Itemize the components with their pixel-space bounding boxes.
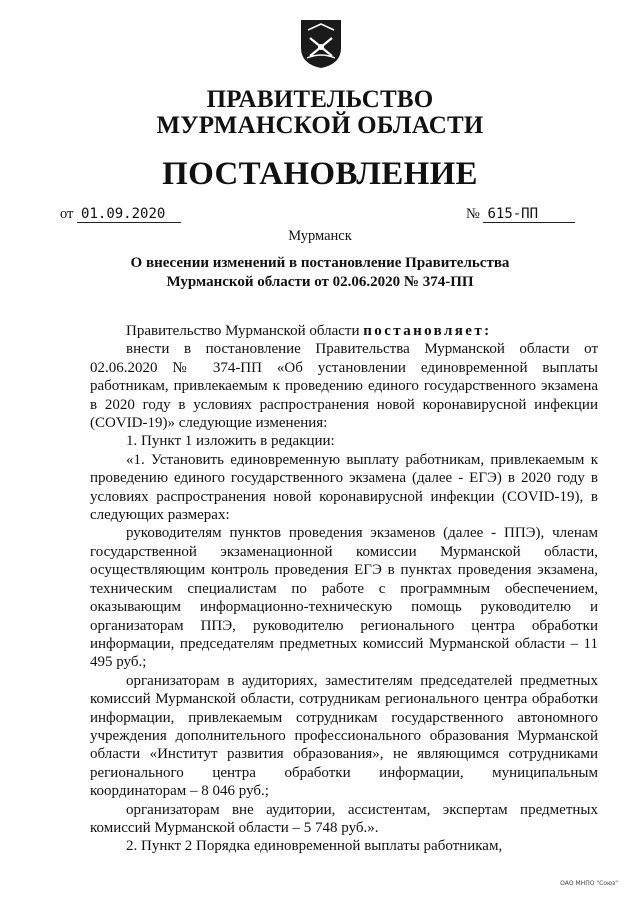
paragraph-6: организаторам вне аудитории, ассистентам, экспертам предметных комиссий Мурманской области – 5 748 руб.». (90, 801, 598, 836)
paragraph-1: внести в постановление Правительства Мурманской области от 02.06.2020 № 374-ПП «Об установлении единовременной выплаты работникам, привлекаемым к проведению единого государственного экзамена в 2020 году в условиях распространения новой коронавирусной инфекции (COVID-19)» следующие изменения: (90, 341, 598, 432)
murmansk-coat-of-arms-icon (299, 18, 343, 70)
paragraph-3: «1. Установить единовременную выплату работникам, привлекаемым к проведению единого государственного экзамена (далее - ЕГЭ) в 2020 году в условиях распространения новой коронавирусной инфекции (COVID-19), в следующих размерах: (90, 451, 598, 524)
date-prefix: от (60, 206, 74, 222)
subject-line2: Мурманской области от 02.06.2020 № 374-ПП (166, 274, 474, 290)
document-date-line (60, 206, 181, 223)
document-subject (90, 254, 550, 292)
intro-text: Правительство Мурманской области (126, 323, 360, 339)
paragraph-7: 2. Пункт 2 Порядка единовременной выплаты работникам, (126, 838, 503, 855)
government-title-line2: МУРМАНСКОЙ ОБЛАСТИ (156, 112, 484, 139)
paragraph-5: организаторам в аудиториях, заместителям председателей предметных комиссий Мурманской области, сотрудникам регионального центра обработки информации, привлекаемым сотрудникам государственного автономного учреждения дополнительного профессионального образования Мурманской области «Институт развития образования», не являющимся сотрудниками регионального центра обработки информации, муниципальным координаторам – 8 046 руб.; (90, 672, 598, 800)
government-title-line1: ПРАВИТЕЛЬСТВО (206, 86, 434, 113)
document-body (90, 322, 598, 856)
document-date: 01.09.2020 (77, 206, 181, 223)
document-number-line (466, 206, 575, 223)
document-number: 615-ПП (483, 206, 575, 223)
number-prefix: № (466, 206, 480, 222)
intro-verb: постановляет: (363, 323, 492, 339)
paragraph-2: 1. Пункт 1 изложить в редакции: (126, 433, 335, 450)
subject-line1: О внесении изменений в постановление Правительства (130, 255, 510, 271)
paragraph-4: руководителям пунктов проведения экзаменов (далее - ППЭ), членам государственной экзаменационной комиссии Мурманской области, осуществляющим контроль проведения ЕГЭ в пунктах проведения экзамена, техническим специалистам по работе с программным обеспечением, оказывающим информационно-техническую помощь руководителю и организаторам ППЭ, руководителю регионального центра обработки информации, председателям предметных комиссий Мурманской области – 11 495 руб.; (90, 525, 598, 671)
city-name: Мурманск (288, 228, 352, 244)
print-house-code: ОАО МНПО "Союз" (560, 880, 618, 887)
document-type-title: ПОСТАНОВЛЕНИЕ (162, 156, 478, 192)
intro-paragraph (90, 322, 598, 340)
